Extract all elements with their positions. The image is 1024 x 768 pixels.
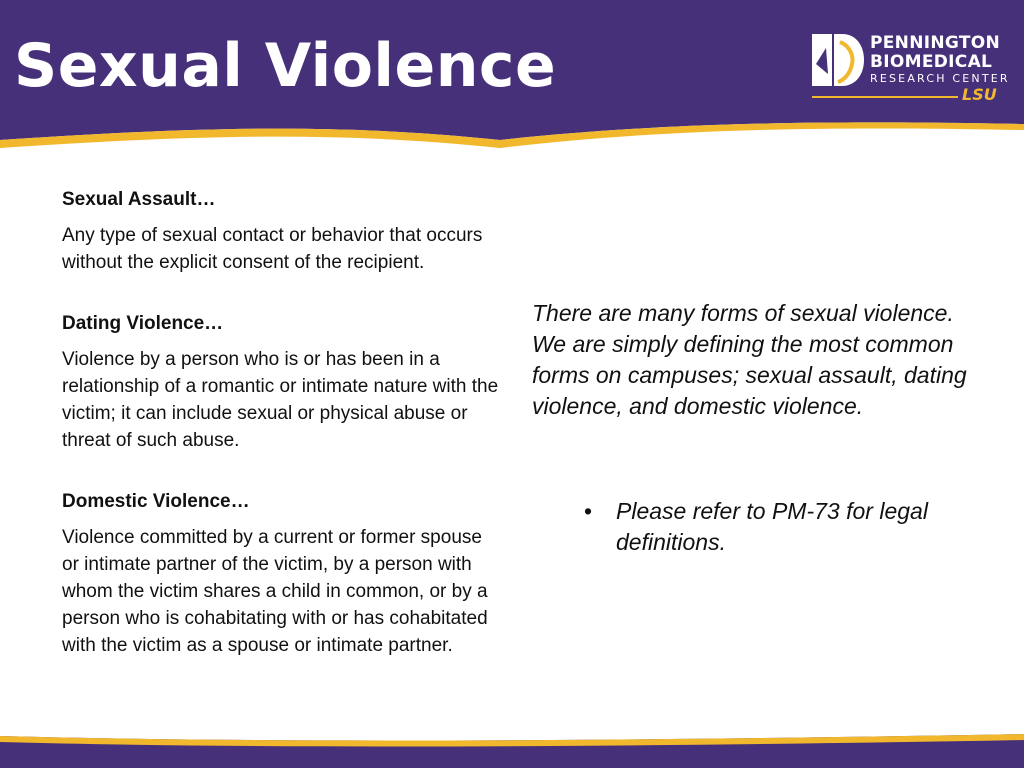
logo-wordmark bbox=[870, 34, 1010, 86]
logo-line-1: PENNINGTON bbox=[870, 33, 1001, 53]
logo-line-3: RESEARCH CENTER bbox=[870, 72, 1010, 85]
slide-footer bbox=[0, 722, 1024, 768]
pennington-logo bbox=[812, 32, 1012, 104]
pennington-emblem-icon bbox=[812, 34, 864, 90]
definitions-column bbox=[62, 188, 502, 695]
definition-text: Any type of sexual contact or behavior that occurs without the explicit consent of the recipient. bbox=[62, 225, 483, 273]
definition-domestic-violence bbox=[62, 490, 502, 659]
logo-line-2: BIOMEDICAL bbox=[870, 52, 993, 72]
definition-heading: Dating Violence… bbox=[62, 313, 224, 334]
footer-banner-shape bbox=[0, 722, 1024, 768]
legal-reference-text: Please refer to PM-73 for legal definitions. bbox=[616, 498, 928, 555]
summary-intro: There are many forms of sexual violence. We are simply defining the most common forms on campuses; sexual assault, dating violence, and domestic violence. bbox=[532, 300, 967, 419]
definition-text: Violence committed by a current or former spouse or intimate partner of the victim, by a person with whom the victim shares a child in common, or by a person who is cohabitating with or has cohabitated with the victim as a spouse or intimate partner. bbox=[62, 527, 488, 656]
legal-reference-note bbox=[584, 496, 976, 558]
definition-sexual-assault bbox=[62, 188, 502, 276]
definition-heading: Sexual Assault… bbox=[62, 189, 216, 210]
lsu-mark: LSU bbox=[962, 85, 997, 104]
logo-rule bbox=[812, 96, 958, 98]
slide-title: Sexual Violence bbox=[14, 31, 557, 101]
definition-dating-violence bbox=[62, 312, 502, 454]
definition-heading: Domestic Violence… bbox=[62, 491, 250, 512]
slide-header bbox=[0, 0, 1024, 160]
summary-column bbox=[532, 298, 972, 555]
bullet-point: • bbox=[584, 498, 593, 524]
definition-text: Violence by a person who is or has been in a relationship of a romantic or intimate nature with the victim; it can include sexual or physical abuse or threat of such abuse. bbox=[62, 349, 499, 451]
